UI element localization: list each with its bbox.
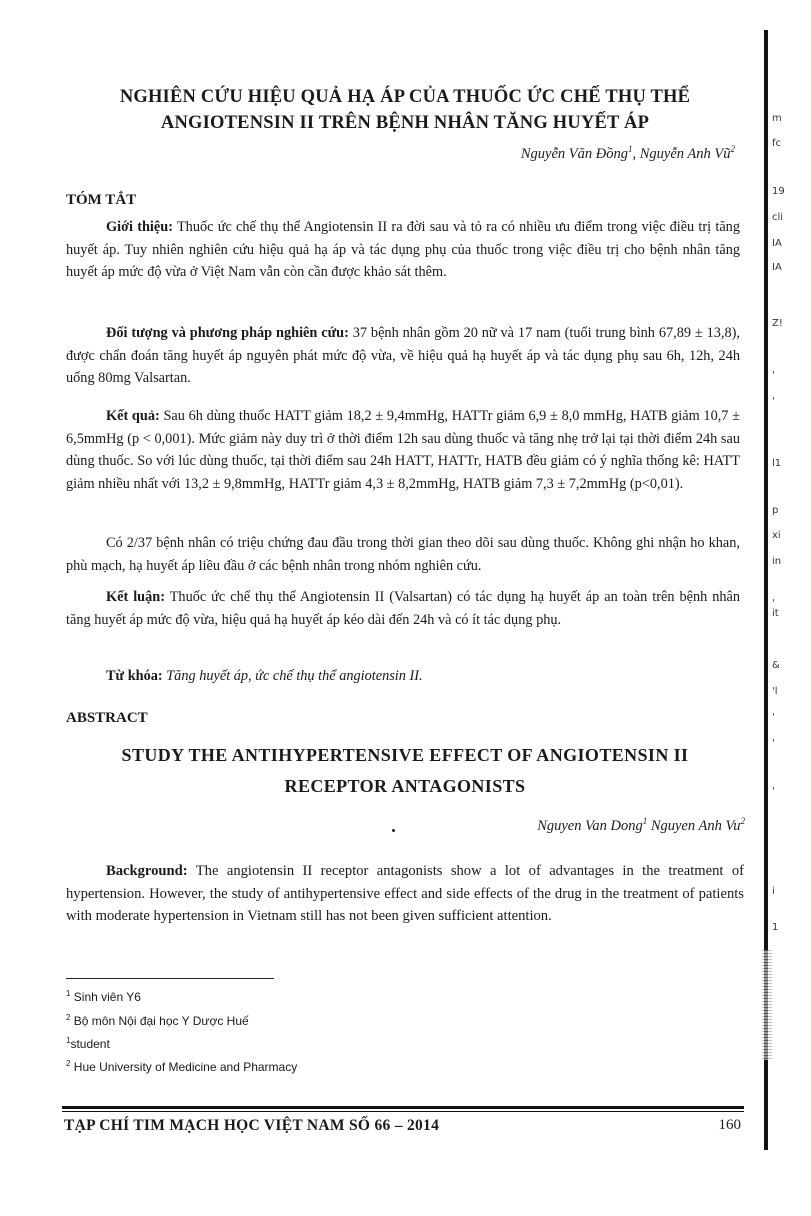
keywords-paragraph — [66, 665, 740, 688]
margin-fragment: Z! — [772, 318, 783, 329]
journal-name: TẠP CHÍ TIM MẠCH HỌC VIỆT NAM SỐ 66 – 2014 — [64, 1117, 440, 1134]
methods-label: Đối tượng và phương pháp nghiên cứu: — [106, 325, 349, 341]
conclusion-paragraph — [66, 586, 740, 631]
page-number: 160 — [718, 1117, 741, 1133]
margin-fragment: ' — [772, 598, 775, 609]
footnote-text: Sinh viên Y6 — [70, 990, 141, 1004]
side-effects-paragraph: Có 2/37 bệnh nhân có triệu chứng đau đầu trong thời gian theo dõi sau dùng thuốc. Không ghi nhận ho khan, phù mạch, hạ huyết áp liều đầu ở các bệnh nhân trong nhóm nghiên cứu. — [66, 535, 740, 574]
margin-fragment: p — [772, 505, 779, 516]
article-title-vietnamese — [60, 84, 750, 136]
footnote-text: Hue University of Medicine and Pharmacy — [70, 1060, 298, 1074]
scan-speckle — [762, 950, 772, 1060]
margin-fragment: ' — [772, 396, 775, 407]
methods-paragraph — [66, 322, 740, 390]
footnote — [66, 1014, 249, 1028]
author-affiliation-mark: 1 — [628, 144, 633, 155]
margin-fragment: 'l — [772, 686, 778, 697]
footer-rule-thin — [62, 1111, 744, 1112]
author-separator: , — [632, 146, 640, 162]
margin-fragment: xi — [772, 530, 781, 541]
author-name: Nguyễn Văn Đồng — [520, 146, 628, 162]
summary-heading: TÓM TẮT — [66, 192, 137, 208]
margin-fragment: ' — [772, 786, 775, 797]
authors-vietnamese — [521, 146, 735, 163]
intro-text: Thuốc ức chế thụ thể Angiotensin II ra đời sau và tỏ ra có nhiều ưu điểm trong việc điều trị tăng huyết áp. Tuy nhiên nghiên cứu hiệu quả hạ áp và tác dụng phụ của thuốc trong việc điều trị cho bệnh nhân tăng huyết áp mức độ vừa ở Việt Nam vẫn còn cần được khảo sát thêm. — [66, 219, 740, 280]
margin-fragment: 19 — [772, 186, 785, 197]
margin-fragment: ' — [772, 370, 775, 381]
footnote-mark: 2 — [66, 1059, 71, 1068]
background-text: The angiotensin II receptor antagonists show a lot of advantages in the treatment of hypertension. However, the study of antihypertensive effect and side effects of the drug in the treatment of patients with moderate hypertension in Vietnam still has not been given sufficient attention. — [66, 863, 744, 924]
margin-fragment: IA — [772, 262, 782, 273]
author-affiliation-mark: 1 — [642, 816, 648, 827]
results-paragraph — [66, 405, 740, 495]
margin-fragment: m — [772, 113, 782, 124]
footnote-text: Bộ môn Nội đại học Y Dược Huế — [70, 1014, 249, 1028]
background-paragraph — [66, 860, 744, 928]
methods-text: 37 bệnh nhân gồm 20 nữ và 17 nam (tuổi trung bình 67,89 ± 13,8), được chẩn đoán tăng huyết áp nguyên phát mức độ vừa, về hiệu quả hạ huyết áp và tác dụng phụ sau 6h, 12h, 24h uống 80mg Valsartan. — [66, 325, 740, 386]
title-line: STUDY THE ANTIHYPERTENSIVE EFFECT OF ANGIOTENSIN II — [121, 745, 689, 765]
author-affiliation-mark: 2 — [740, 816, 745, 827]
author-name: Nguyen Van Dong — [537, 818, 643, 834]
author-name: Nguyễn Anh Vũ — [639, 146, 731, 162]
footnote — [66, 1037, 110, 1051]
intro-label: Giới thiệu: — [106, 219, 173, 235]
conclusion-label: Kết luận: — [106, 589, 165, 605]
margin-fragment: ' — [772, 738, 775, 749]
background-label: Background: — [106, 863, 188, 879]
footnote — [66, 1060, 297, 1074]
keywords-text: Tăng huyết áp, ức chế thụ thể angiotensin II. — [162, 668, 423, 684]
margin-fragment: & — [772, 660, 780, 671]
footnote-rule — [66, 978, 274, 979]
results-label: Kết quả: — [106, 408, 160, 424]
footnote-text: student — [70, 1037, 110, 1051]
margin-fragment: it — [772, 608, 779, 619]
authors-english — [537, 818, 745, 835]
title-line: NGHIÊN CỨU HIỆU QUẢ HẠ ÁP CỦA THUỐC ỨC CHẾ THỤ THỂ — [119, 87, 691, 107]
margin-fragment: fc — [772, 138, 782, 149]
margin-fragment: l1 — [772, 458, 782, 469]
article-title-english — [60, 740, 750, 802]
margin-fragment: in — [772, 556, 782, 567]
conclusion-text: Thuốc ức chế thụ thể Angiotensin II (Valsartan) có tác dụng hạ huyết áp an toàn trên bệnh nhân tăng huyết áp mức độ vừa, hiệu quả hạ huyết áp kéo dài đến 24h và có ít tác dụng phụ. — [66, 589, 740, 628]
footnote-mark: 2 — [66, 1013, 71, 1022]
margin-fragment: IA — [772, 238, 782, 249]
intro-paragraph — [66, 216, 740, 284]
margin-fragment: i — [772, 886, 775, 897]
footnote — [66, 990, 141, 1004]
title-line: ANGIOTENSIN II TRÊN BỆNH NHÂN TĂNG HUYẾT ÁP — [160, 113, 650, 133]
abstract-heading: ABSTRACT — [66, 710, 148, 726]
author-name: Nguyen Anh Vu — [650, 818, 741, 834]
title-line: RECEPTOR ANTAGONISTS — [284, 776, 526, 796]
keywords-label: Từ khóa: — [106, 668, 163, 684]
footnote-mark: 1 — [66, 1036, 71, 1045]
footnote-mark: 1 — [66, 989, 71, 998]
margin-fragment: 1 — [772, 922, 779, 933]
results-text: Sau 6h dùng thuốc HATT giảm 18,2 ± 9,4mmHg, HATTr giảm 6,9 ± 8,0 mmHg, HATB giảm 10,7 ± 6,5mmHg (p < 0,001). Mức giảm này duy trì ở thời điểm 12h sau dùng thuốc và tăng nhẹ trở lại tại thời điểm 24h sau dùng thuốc. So với lúc dùng thuốc, tại thời điểm sau 24h HATT, HATTr, HATB đều giảm có ý nghĩa thống kê: HATT giảm nhiều nhất với 13,2 ± 9,8mmHg, HATTr giảm 4,3 ± 8,2mmHg, HATB giảm 7,3 ± 7,2mmHg (p<0,01). — [66, 408, 740, 492]
margin-fragment: ' — [772, 712, 775, 723]
stray-dot — [392, 829, 395, 832]
margin-fragment: cli — [772, 212, 784, 223]
author-affiliation-mark: 2 — [730, 144, 735, 155]
footer-rule — [62, 1106, 744, 1109]
